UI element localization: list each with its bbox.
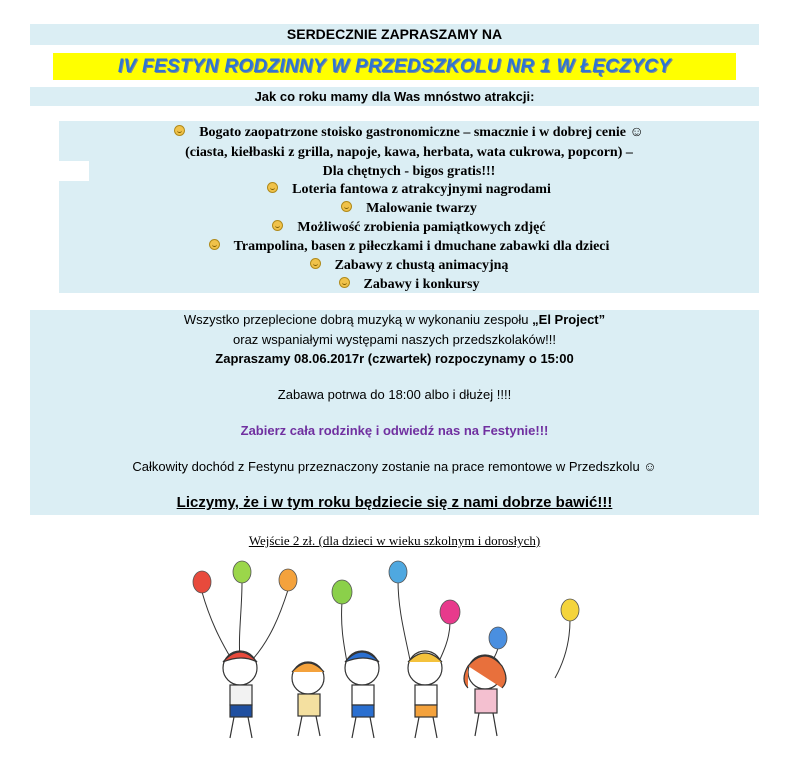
attraction-item [59, 123, 759, 142]
attraction-text: (ciasta, kiełbaski z grilla, napoje, kawa, herbata, wata cukrowa, popcorn) – [185, 145, 633, 160]
smiley-bullet-icon [174, 125, 185, 136]
music-text: Wszystko przeplecione dobrą muzyką w wykonaniu zespołu [183, 312, 529, 327]
children-balloons-illustration [180, 560, 600, 750]
performances-line: oraz wspaniałymi występami naszych przedszkolaków!!! [233, 332, 556, 347]
attraction-text: Loteria fantowa z atrakcyjnymi nagrodami [292, 182, 551, 197]
attraction-item [59, 180, 759, 199]
smiley-bullet-icon [267, 182, 278, 193]
festival-title-banner: IV FESTYN RODZINNY W PRZEDSZKOLU NR 1 W ŁĘCZYCY [53, 53, 736, 80]
invite-heading: SERDECZNIE ZAPRASZAMY NA [30, 24, 759, 45]
attraction-text: Zabawy z chustą animacyjną [334, 258, 509, 273]
attraction-text: Dla chętnych - bigos gratis!!! [322, 164, 496, 179]
family-invite-line: Zabierz cała rodzinkę i odwiedź nas na Festynie!!! [240, 423, 549, 438]
attraction-text: Trampolina, basen z piłeczkami i dmuchane zabawki dla dzieci [233, 239, 610, 254]
closing-line: Liczymy, że i w tym roku będziecie się z nami dobrze bawić!!! [176, 494, 613, 511]
attraction-item [59, 162, 759, 181]
attraction-item [59, 143, 759, 162]
band-name: „El Project” [532, 312, 606, 327]
attraction-text: Zabawy i konkursy [363, 277, 480, 292]
music-line [30, 311, 759, 329]
duration-line: Zabawa potrwa do 18:00 albo i dłużej !!!! [277, 387, 512, 402]
entry-fee: Wejście 2 zł. (dla dzieci w wieku szkolnym i dorosłych) [248, 533, 541, 548]
income-line: Całkowity dochód z Festynu przeznaczony zostanie na prace remontowe w Przedszkolu ☺ [132, 459, 657, 474]
attraction-item [59, 199, 759, 218]
attraction-item [59, 218, 759, 237]
attraction-item [59, 237, 759, 256]
attractions-intro: Jak co roku mamy dla Was mnóstwo atrakcji: [30, 87, 759, 106]
smiley-bullet-icon [341, 201, 352, 212]
attraction-item [59, 275, 759, 294]
smiley-bullet-icon [272, 220, 283, 231]
attraction-text: Bogato zaopatrzone stoisko gastronomiczne – smacznie i w dobrej cenie ☺ [199, 125, 644, 140]
smiley-bullet-icon [310, 258, 321, 269]
attraction-text: Malowanie twarzy [366, 201, 477, 216]
attraction-item [59, 256, 759, 275]
attraction-text: Możliwość zrobienia pamiątkowych zdjęć [297, 220, 546, 235]
date-line: Zapraszamy 08.06.2017r (czwartek) rozpoczynamy o 15:00 [215, 351, 574, 366]
smiley-bullet-icon [339, 277, 350, 288]
smiley-bullet-icon [209, 239, 220, 250]
